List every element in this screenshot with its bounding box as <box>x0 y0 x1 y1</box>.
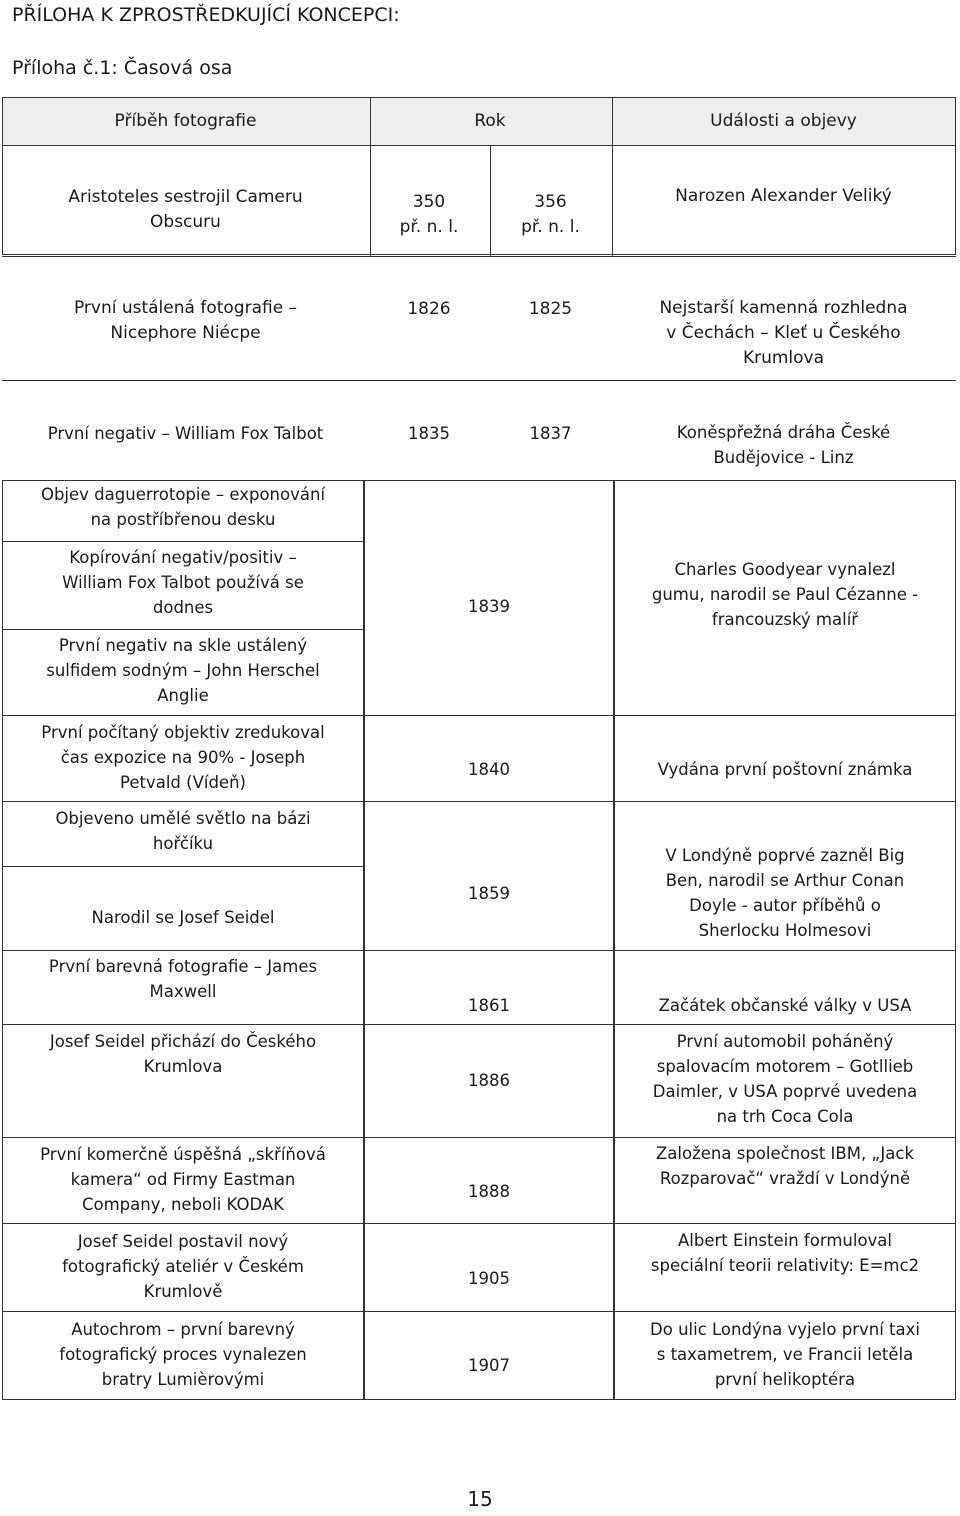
table-row-year: 1907 <box>468 1355 510 1375</box>
table-row-story: První negativ na skle ustálený sulfidem sodným – John Herschel Anglie <box>46 635 320 705</box>
table-row-events: Vydána první poštovní známka <box>657 759 913 779</box>
table-row-year: 1861 <box>468 995 510 1015</box>
divider <box>364 801 614 802</box>
table-row-story: Josef Seidel postavil nový fotografický ateliér v Českém Krumlově <box>62 1231 304 1301</box>
table-row-year: 1839 <box>468 596 510 616</box>
divider <box>2 629 364 630</box>
divider <box>2 715 364 716</box>
table-row-events: Koněspřežná dráha České Budějovice - Linz <box>676 423 891 467</box>
table-row-story: Objeveno umělé světlo na bázi hořčíku <box>55 809 311 853</box>
table-row-events: Začátek občanské války v USA <box>658 995 912 1015</box>
divider <box>364 1311 614 1312</box>
divider <box>364 1223 614 1224</box>
table-row-story: Objev daguerrotopie – exponování na postříbřenou desku <box>40 485 326 529</box>
divider <box>614 1311 956 1312</box>
divider <box>2 1223 364 1224</box>
table-row-year: 1837 <box>529 423 572 443</box>
column-header-events: Události a objevy <box>710 110 857 131</box>
table-row-year: 1826 <box>407 298 451 319</box>
table-row-year: 356 př. n. l. <box>521 192 580 237</box>
table-row-story: Narodil se Josef Seidel <box>91 907 275 927</box>
table-row-year: 1859 <box>468 883 510 903</box>
table-row-events: V Londýně poprvé zazněl Big Ben, narodil se Arthur Conan Doyle - autor příběhů o Sherlocku Holmesovi <box>665 846 905 940</box>
table-row-events: Do ulic Londýna vyjelo první taxi s taxametrem, ve Francii letěla první helikoptéra <box>650 1319 920 1389</box>
divider <box>614 1137 956 1138</box>
divider <box>2 1311 364 1312</box>
table-row-story: Autochrom – první barevný fotografický proces vynalezen bratry Lumièrovými <box>59 1319 307 1389</box>
divider <box>2 380 956 381</box>
table-row-story: První ustálená fotografie – Nicephore Niécpe <box>73 298 298 343</box>
table-row-story: Josef Seidel přichází do Českého Krumlova <box>49 1032 317 1076</box>
table-row-events: Charles Goodyear vynalezl gumu, narodil se Paul Cézanne - francouzský malíř <box>651 559 919 629</box>
table-row-events: Založena společnost IBM, „Jack Rozparovač“ vraždí v Londýně <box>656 1144 914 1188</box>
divider <box>2 950 364 951</box>
table-row-year: 1835 <box>408 423 450 443</box>
column-header-year: Rok <box>474 110 506 131</box>
divider <box>614 950 956 951</box>
divider <box>614 1223 956 1224</box>
divider <box>364 1024 614 1025</box>
table-row-events: Narozen Alexander Veliký <box>675 185 892 206</box>
divider <box>2 256 956 257</box>
divider <box>2 541 364 542</box>
table-row-year: 1886 <box>468 1070 510 1090</box>
divider <box>2 801 364 802</box>
document-heading: PŘÍLOHA K ZPROSTŘEDKUJÍCÍ KONCEPCI: <box>12 4 400 26</box>
divider <box>614 715 956 716</box>
divider <box>364 1137 614 1138</box>
divider <box>364 950 614 951</box>
table-row-year: 1905 <box>468 1268 510 1288</box>
table-row-year: 1840 <box>468 759 510 779</box>
table-row-story: První barevná fotografie – James Maxwell <box>48 957 318 1001</box>
divider <box>2 1137 364 1138</box>
table-row-story: Kopírování negativ/positiv – William Fox Talbot používá se dodnes <box>62 547 304 617</box>
divider <box>2 866 364 867</box>
page-number: 15 <box>467 1487 493 1511</box>
table-row-story: První negativ – William Fox Talbot <box>47 423 324 443</box>
table-row-year: 1888 <box>468 1181 510 1201</box>
table-row-events: Albert Einstein formuloval speciální teorii relativity: E=mc2 <box>650 1231 920 1275</box>
document-subheading: Příloha č.1: Časová osa <box>12 57 233 79</box>
table-row-year: 1825 <box>528 298 573 319</box>
divider <box>614 1024 956 1025</box>
divider <box>614 801 956 802</box>
table-row-year: 350 př. n. l. <box>399 192 459 237</box>
table-row-events: Nejstarší kamenná rozhledna v Čechách – Kleť u Českého Krumlova <box>659 297 908 368</box>
table-row-story: Aristoteles sestrojil Cameru Obscuru <box>68 186 303 232</box>
table-row-story: První komerčně úspěšná „skříňová kamera“ od Firmy Eastman Company, neboli KODAK <box>40 1144 326 1214</box>
table-row-events: První automobil poháněný spalovacím motorem – Gotllieb Daimler, v USA poprvé uvedena na trh Coca Cola <box>652 1032 918 1126</box>
table-row-story: První počítaný objektiv zredukoval čas expozice na 90% - Joseph Petvald (Vídeň) <box>41 722 325 792</box>
divider <box>2 1024 364 1025</box>
column-header-story: Příběh fotografie <box>114 110 257 131</box>
divider <box>364 715 614 716</box>
